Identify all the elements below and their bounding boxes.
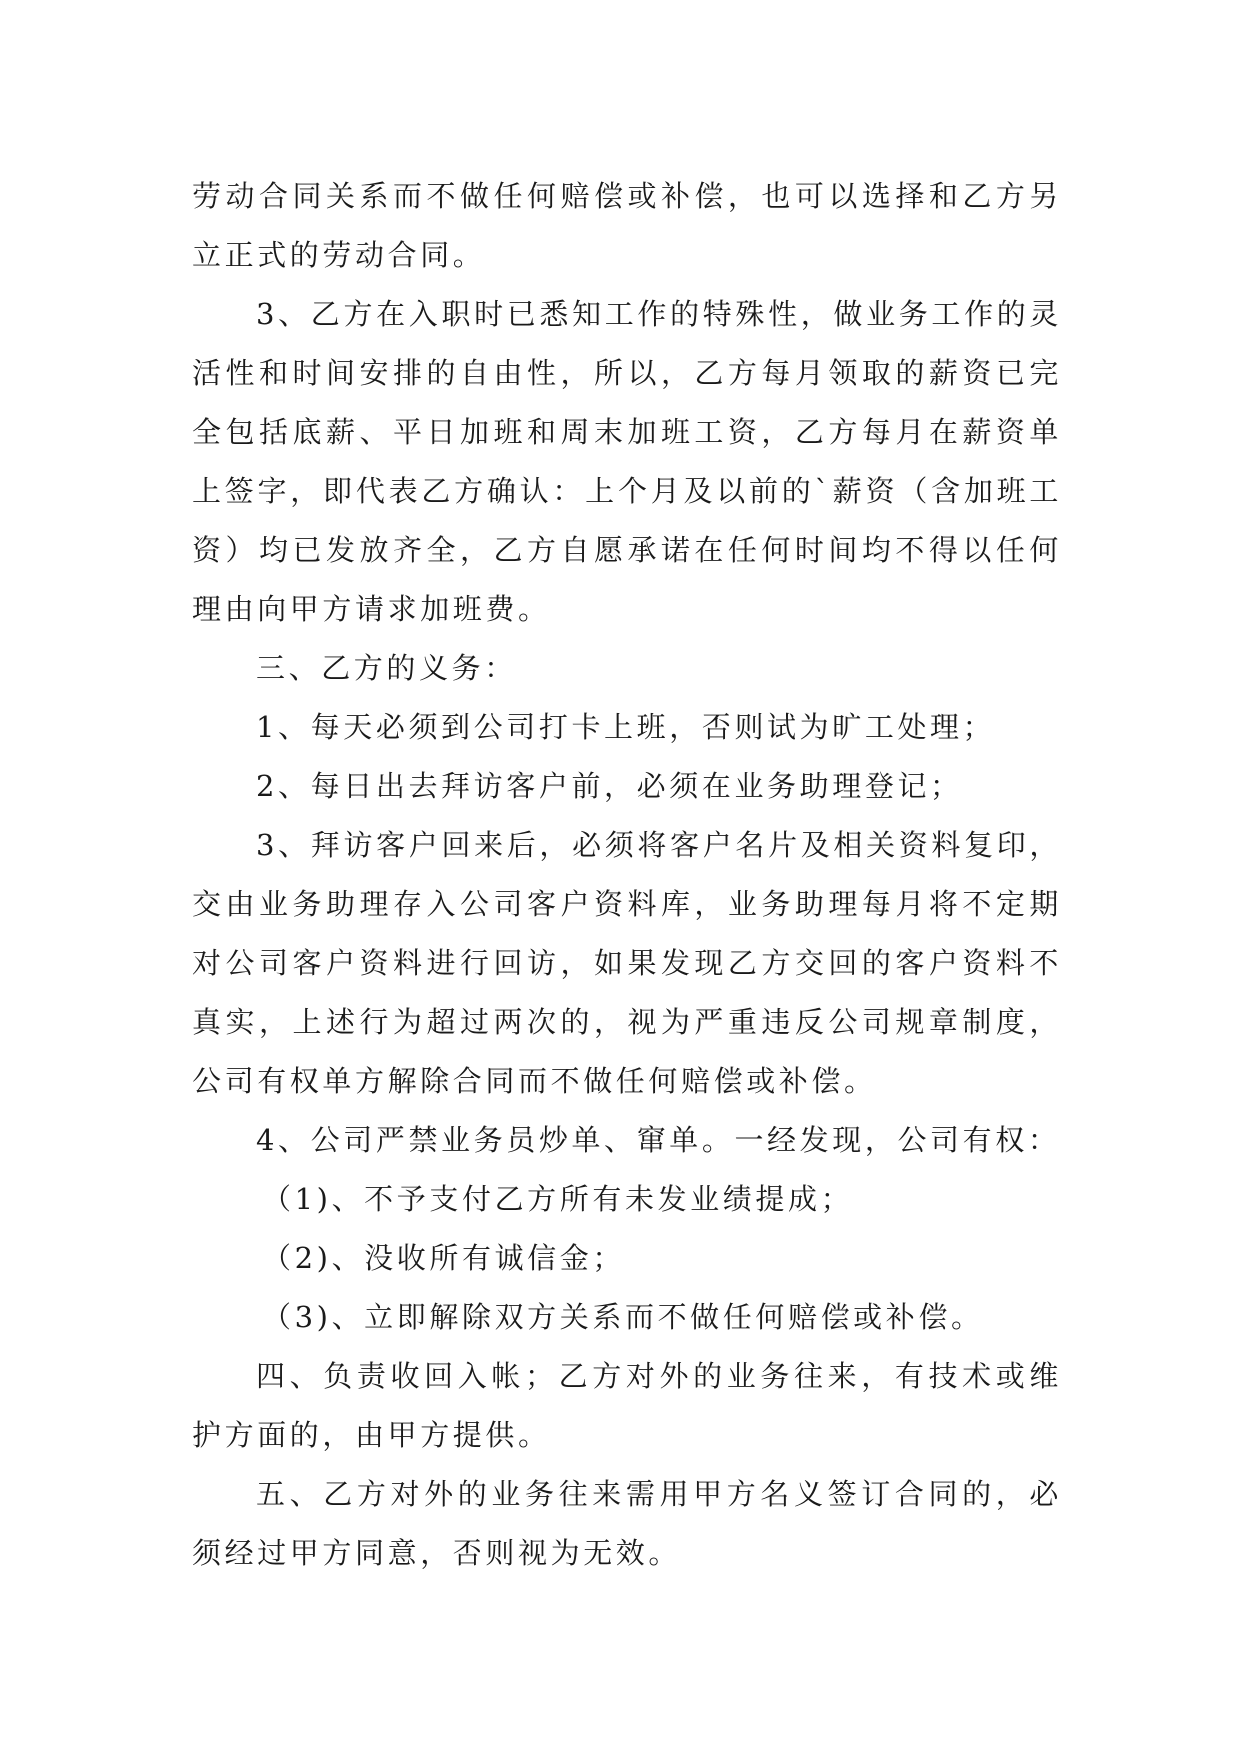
paragraph-obligation-2: 2、每日出去拜访客户前，必须在业务助理登记； — [256, 769, 963, 803]
paragraph-continuation: 劳动合同关系而不做任何赔偿或补偿，也可以选择和乙方另立正式的劳动合同。 — [192, 179, 1062, 272]
document-body — [192, 167, 1062, 1583]
paragraph-obligation-3: 3、拜访客户回来后，必须将客户名片及相关资料复印，交由业务助理存入公司客户资料库，业务助理每月将不定期对公司客户资料进行回访，如果发现乙方交回的客户资料不真实，上述行为超过两次的，视为严重违反公司规章制度，公司有权单方解除合同而不做任何赔偿或补偿。 — [192, 828, 1062, 1098]
paragraph-clause-3-salary: 3、乙方在入职时已悉知工作的特殊性，做业务工作的灵活性和时间安排的自由性，所以，乙方每月领取的薪资已完全包括底薪、平日加班和周末加班工资，乙方每月在薪资单上签字，即代表乙方确认：上个月及以前的`薪资（含加班工资）均已发放齐全，乙方自愿承诺在任何时间均不得以任何理由向甲方请求加班费。 — [192, 297, 1062, 626]
paragraph-penalty-2: （2)、没收所有诚信金； — [262, 1241, 625, 1275]
paragraph-section-4: 四、负责收回入帐；乙方对外的业务往来，有技术或维护方面的，由甲方提供。 — [192, 1359, 1062, 1452]
paragraph-section-5: 五、乙方对外的业务往来需用甲方名义签订合同的，必须经过甲方同意，否则视为无效。 — [192, 1477, 1062, 1570]
paragraph-penalty-1: （1)、不予支付乙方所有未发业绩提成； — [262, 1182, 854, 1216]
paragraph-obligation-1: 1、每天必须到公司打卡上班，否则试为旷工处理； — [256, 710, 996, 744]
paragraph-obligation-4: 4、公司严禁业务员炒单、窜单。一经发现，公司有权： — [256, 1123, 1061, 1157]
paragraph-penalty-3: （3)、立即解除双方关系而不做任何赔偿或补偿。 — [262, 1300, 984, 1334]
heading-party-b-obligations: 三、乙方的义务： — [256, 651, 517, 685]
